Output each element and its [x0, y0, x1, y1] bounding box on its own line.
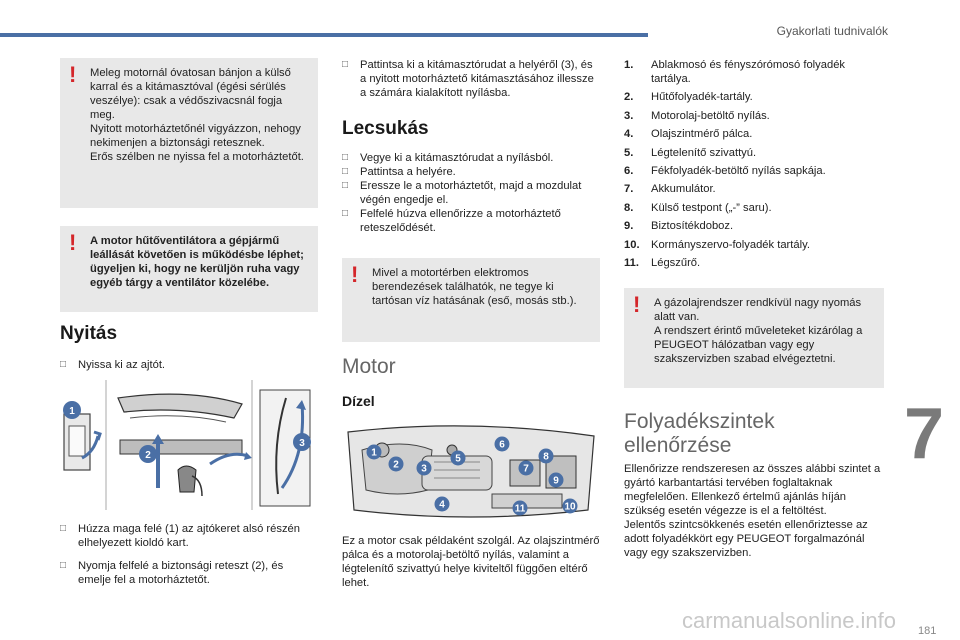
hood-opening-illustration [60, 380, 318, 510]
page-number: 181 [918, 625, 937, 637]
list-item: 9. Biztosítékdoboz. [624, 220, 734, 233]
callout-label: 1 [371, 447, 377, 459]
list-item: 7. Akkumulátor. [624, 183, 716, 196]
callout-label: 2 [393, 459, 399, 471]
open-steps-1 [60, 358, 318, 372]
callout-label: 1 [69, 406, 75, 417]
callout-label: 7 [523, 463, 529, 475]
list-item: 2. Hűtőfolyadék-tartály. [624, 91, 753, 104]
heading-opening: Nyitás [60, 323, 118, 344]
warning-icon: ! [69, 62, 77, 87]
list-item: □ Pattintsa ki a kitámasztórudat a helyéről (3), és a nyitott motorháztető kitámasztásához illessze a számára kialakított nyílásba. [342, 59, 594, 99]
list-item: □ Eressze le a motorháztetőt, majd a mozdulat végén engedje el. [342, 180, 582, 206]
engine-caption: Ez a motor csak példaként szolgál. Az olajszintmérő pálca és a motorolaj-betöltő nyílás, valamint a légtelenítő szivattyú helye kiviteltől függően eltérő lehet. [342, 535, 600, 589]
warning-box-fuel-pressure [624, 288, 884, 388]
list-item: 5. Légtelenítő szivattyú. [624, 146, 757, 159]
list-item: 6. Fékfolyadék-betöltő nyílás sapkája. [624, 164, 826, 177]
list-item: 1. Ablakmosó és fényszórómosó folyadék tartálya. [624, 59, 846, 85]
fluid-levels-text: Ellenőrizze rendszeresen az összes alábbi szintet a gyártó karbantartási tervében foglaltaknak megfelelően. Ellenkező értelmű ajánlás híján szükség esetén végezze is el a feltöltést. Jelentős szintcsökkenés esetén ellenőriztesse az adott folyadékkört egy PEUGEOT forgalmazónál vagy egy szakszervizben. [624, 463, 881, 559]
list-item: □ Nyomja felfelé a biztonsági reteszt (2), és emelje fel a motorháztetőt. [60, 560, 284, 586]
callout-label: 11 [514, 503, 526, 515]
callout-label: 6 [499, 439, 505, 451]
heading-engine: Motor [342, 355, 396, 378]
list-item: 3. Motorolaj-betöltő nyílás. [624, 109, 770, 122]
list-item: □ Húzza maga felé (1) az ajtókeret alsó részén elhelyezett kioldó kart. [60, 523, 300, 549]
list-item: 8. Külső testpont („-” saru). [624, 201, 772, 214]
list-item: 4. Olajszintmérő pálca. [624, 128, 753, 141]
warning-icon: ! [69, 230, 77, 255]
open-steps-2 [60, 522, 318, 587]
list-item: 11. Légszűrő. [624, 256, 701, 269]
warning-box-hot-engine [60, 58, 318, 208]
callout-label: 4 [439, 499, 445, 511]
warning-box-water [342, 258, 600, 342]
warning-text: Meleg motornál óvatosan bánjon a külső karral és a kitámasztóval (égési sérülés veszélye): csak a védőszivacsnál fogja meg. Nyitott motorháztetőnél vigyázzon, nehogy nekimenjen a biztonsági retesznek. Erős szélben ne nyissa fel a motorháztetőt. [90, 67, 304, 163]
list-item: 10. Kormányszervo-folyadék tartály. [624, 238, 810, 251]
list-item: □ Pattintsa a helyére. [342, 166, 456, 178]
heading-closing: Lecsukás [342, 118, 429, 139]
list-item: □ Felfelé húzva ellenőrizze a motorháztető reteszelődését. [342, 208, 561, 234]
heading-fluid-levels: Folyadékszintek ellenőrzése [624, 410, 775, 457]
callout-label: 9 [553, 475, 559, 487]
callout-label: 3 [421, 463, 427, 475]
header-bar [0, 33, 648, 37]
warning-box-fan [60, 226, 318, 312]
close-steps [342, 151, 600, 235]
engine-parts-list [624, 58, 882, 274]
list-item: □ Nyissa ki az ajtót. [60, 359, 166, 371]
engine-bay-illustration [342, 420, 600, 520]
callout-label: 3 [299, 438, 305, 449]
section-title: Gyakorlati tudnivalók [776, 24, 888, 38]
warning-text: Mivel a motortérben elektromos berendezések találhatók, ne tegye ki tartósan víz hatásának (eső, mosás stb.). [372, 267, 577, 307]
callout-label: 2 [145, 450, 151, 461]
chapter-number: 7 [904, 394, 945, 474]
open-step-prop-rod [342, 58, 600, 100]
callout-label: 8 [543, 451, 549, 463]
warning-icon: ! [633, 292, 641, 317]
warning-text: A gázolajrendszer rendkívül nagy nyomás alatt van. A rendszert érintő műveleteket kizárólag a PEUGEOT hálózatban vagy egy szakszervizben szabad elvégeztetni. [654, 297, 863, 365]
heading-diesel: Dízel [342, 393, 375, 409]
watermark: carmanualsonline.info [682, 608, 897, 633]
callout-label: 10 [564, 501, 576, 513]
warning-text: A motor hűtőventilátora a gépjármű leállását követően is működésbe léphet; ügyeljen ki, hogy ne kerüljön ruha vagy egyéb tárgy a ventilátor közelébe. [90, 235, 304, 289]
callout-label: 5 [455, 453, 461, 465]
list-item: □ Vegye ki a kitámasztórudat a nyílásból. [342, 152, 554, 164]
warning-icon: ! [351, 262, 359, 287]
